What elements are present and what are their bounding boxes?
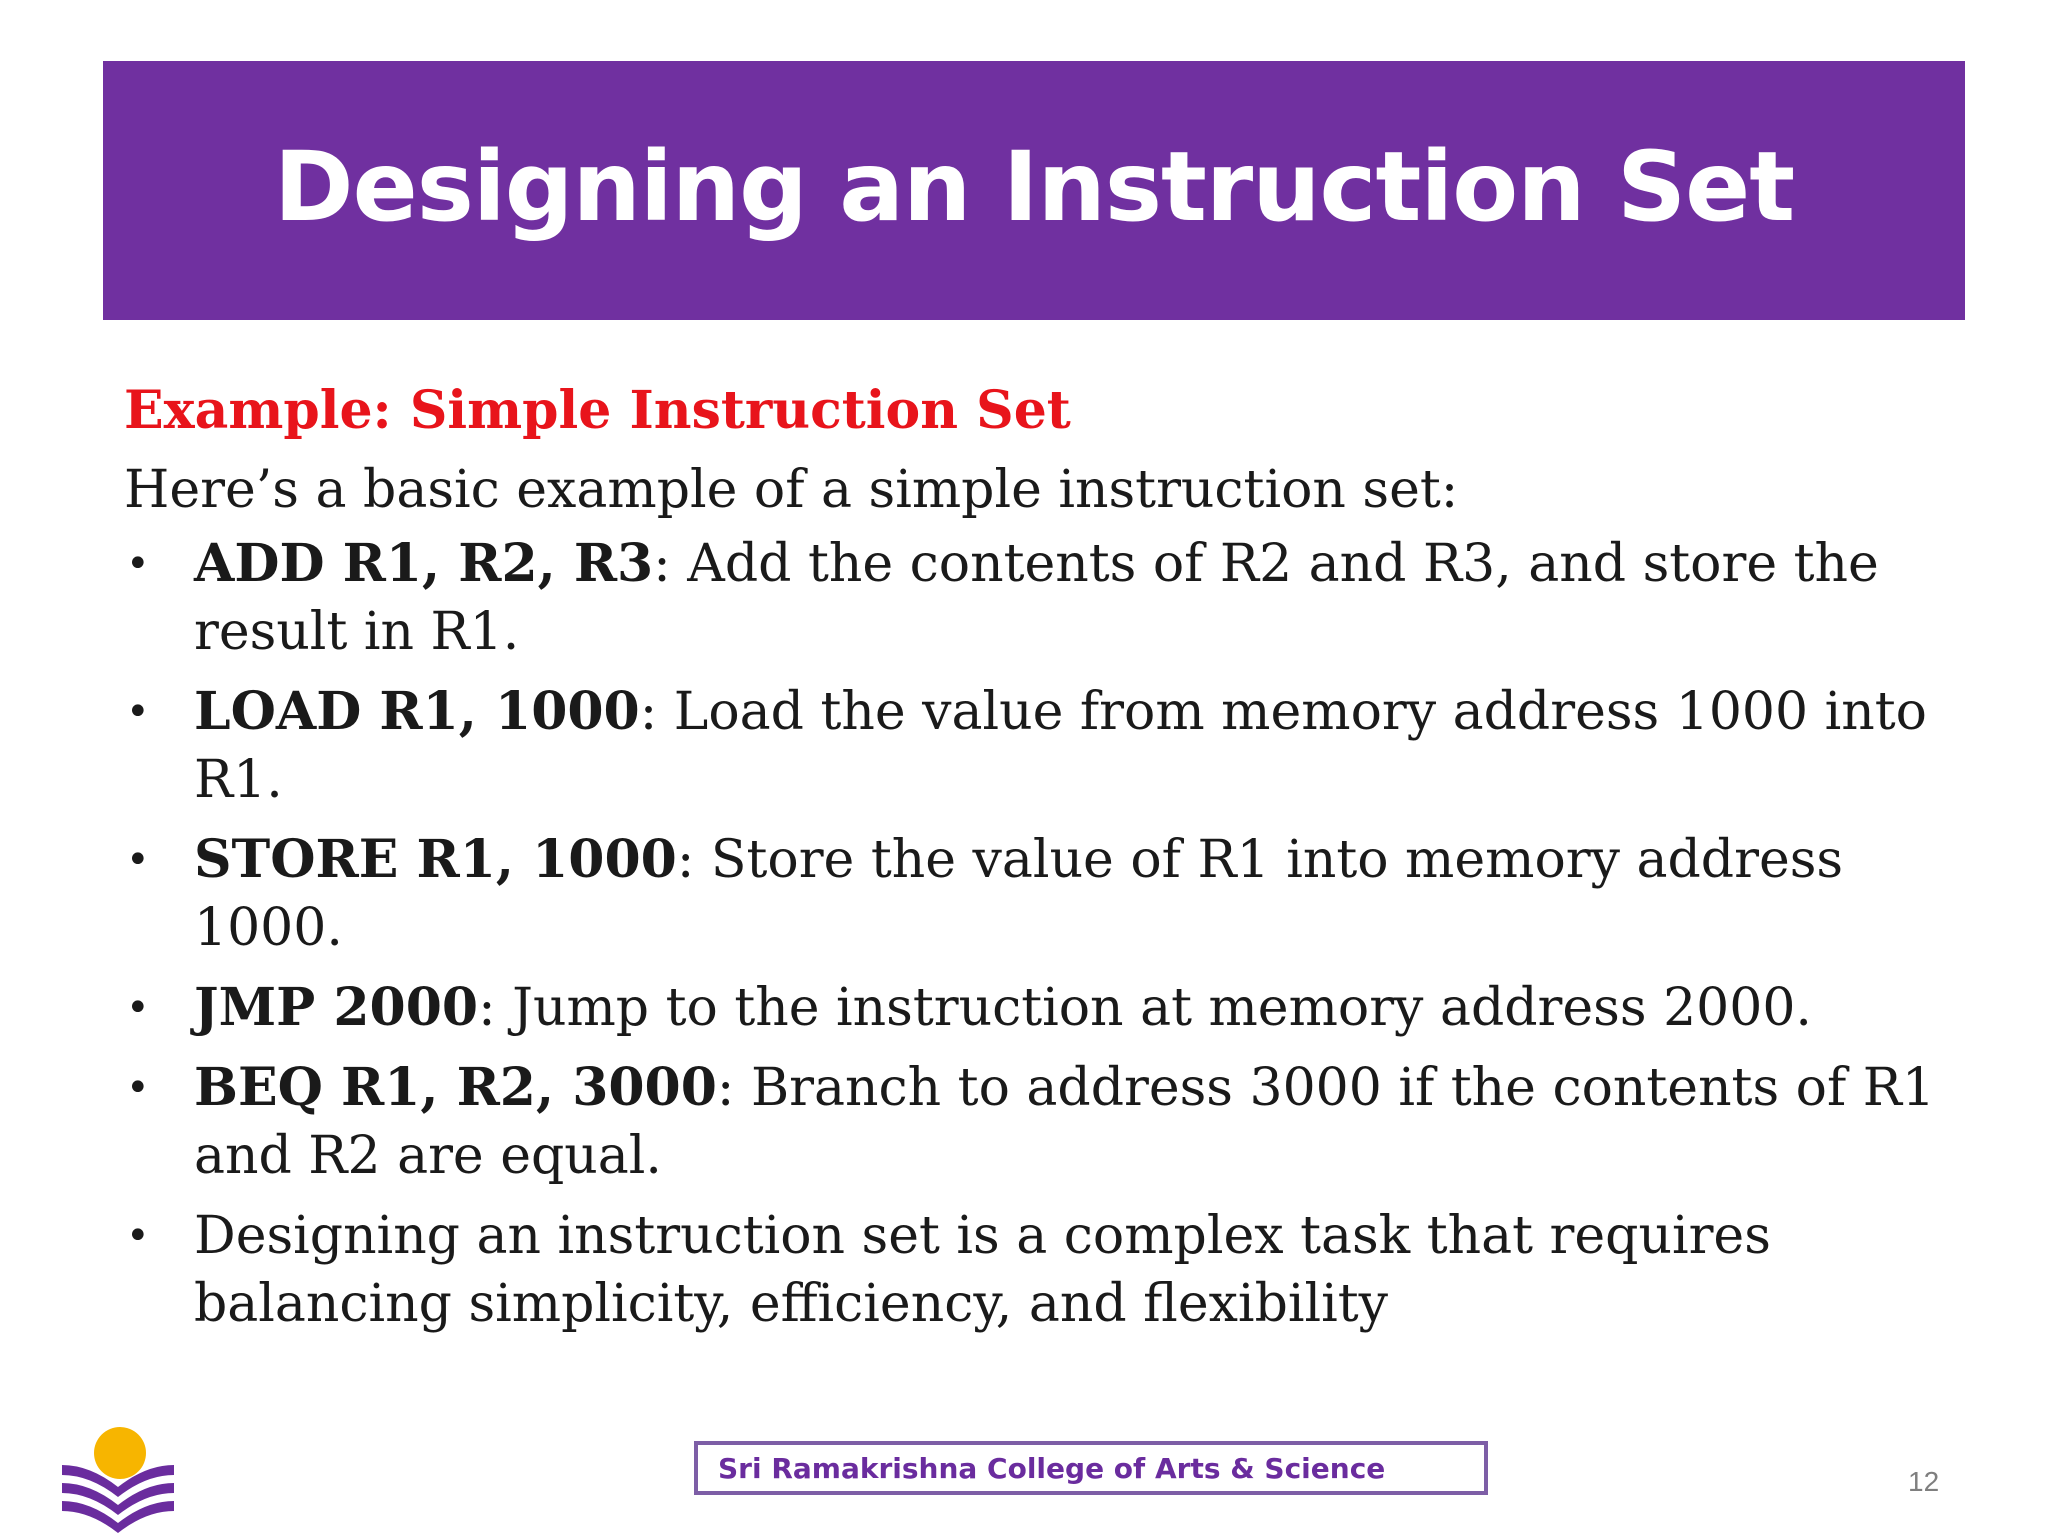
footer-institution-box	[694, 1441, 1488, 1495]
instruction-term: JMP 2000	[194, 977, 479, 1038]
slide-subtitle: Example: Simple Instruction Set	[124, 380, 1071, 441]
instruction-description: : Add the contents of R2 and R3, and store the result in R1.	[194, 534, 1879, 662]
title-bar	[103, 61, 1965, 320]
instruction-description: : Jump to the instruction at memory address 2000.	[478, 978, 1812, 1038]
bullet-dot: •	[126, 1213, 150, 1259]
instruction-term: LOAD R1, 1000	[194, 681, 640, 742]
list-item	[124, 1202, 1954, 1338]
bullet-dot: •	[126, 541, 150, 587]
list-item	[124, 1054, 1954, 1190]
bullet-dot: •	[126, 985, 150, 1031]
bullet-dot: •	[126, 689, 150, 735]
instruction-term: ADD R1, R2, R3	[194, 533, 654, 594]
instruction-description: : Store the value of R1 into memory address 1000.	[194, 830, 1844, 958]
footer-institution-name: Sri Ramakrishna College of Arts & Science	[718, 1451, 1386, 1485]
bullet-dot: •	[126, 837, 150, 883]
bullet-list	[124, 530, 1954, 1338]
list-item	[124, 530, 1954, 666]
book-sun-logo-icon	[58, 1425, 178, 1536]
bullet-dot: •	[126, 1065, 150, 1111]
intro-text: Here’s a basic example of a simple instruction set:	[124, 460, 1459, 520]
instruction-term: BEQ R1, R2, 3000	[194, 1057, 717, 1118]
instruction-description: Designing an instruction set is a complex task that requires balancing simplicity, efficiency, and flexibility	[194, 1206, 1771, 1334]
list-item	[124, 826, 1954, 962]
page-number: 12	[1908, 1466, 1940, 1497]
list-item	[124, 678, 1954, 814]
logo-sun-icon	[94, 1427, 146, 1479]
instruction-description: : Branch to address 3000 if the contents of R1 and R2 are equal.	[194, 1058, 1935, 1186]
instruction-description: : Load the value from memory address 1000 into R1.	[194, 682, 1927, 810]
instruction-term: STORE R1, 1000	[194, 829, 677, 890]
list-item	[124, 974, 1954, 1042]
slide-title: Designing an Instruction Set	[273, 130, 1795, 243]
slide-content	[124, 372, 1954, 1350]
